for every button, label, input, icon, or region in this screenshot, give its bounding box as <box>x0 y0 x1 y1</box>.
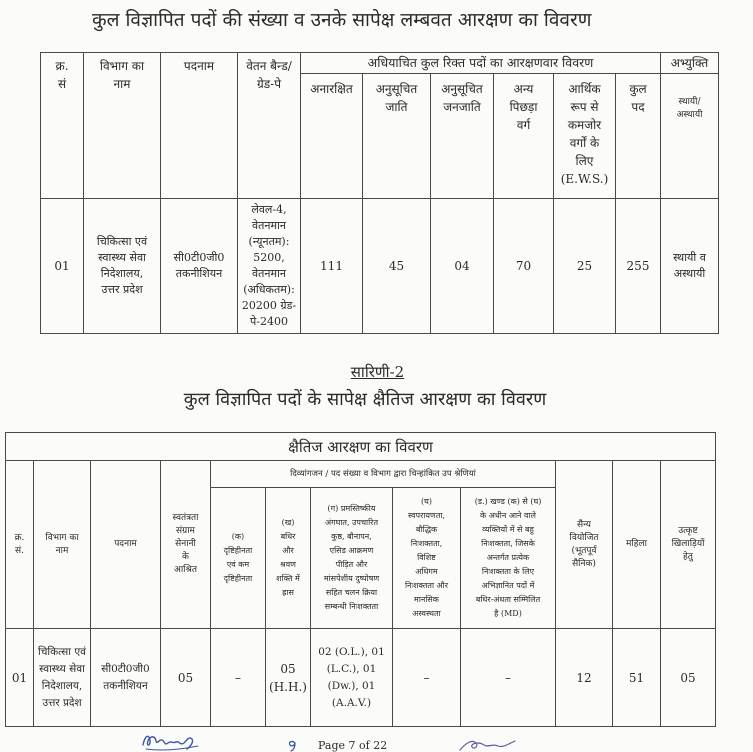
t2-subheader-intellectual: (घ) स्वपरायणता, बौद्धिक निःशक्तता, विशिष्ट अधिगम निःशक्तता और मानसिक अस्वस्थता <box>393 488 460 628</box>
t2-row-blind: – <box>211 629 265 726</box>
page-title: कुल विज्ञापित पदों की संख्या व उनके सापेक्ष लम्बवत आरक्षण का विवरण <box>92 9 592 31</box>
header-serial: क्र. सं <box>41 53 83 198</box>
row-obc: 70 <box>494 199 553 333</box>
t2-header-post: पदनाम <box>91 461 160 628</box>
table2-header: क्षैतिज आरक्षण का विवरण <box>6 433 715 460</box>
t2-subheader-multiple: (ड.) खण्ड (क) से (घ) के अधीन आने वाले व्यक्तियों में से बहु निःशक्तता, जिसके अन्तर्गत प्रत्येक निःशक्तता के लिए अभिज्ञानित पदों में बधिर-अंधता सम्मिलित है (MD) <box>461 488 555 628</box>
row-post: सी0टी0जी0 तकनीशियन <box>161 199 237 333</box>
t2-header-women: महिला <box>613 461 660 628</box>
subheader-obc: अन्य पिछड़ा वर्ग <box>494 74 553 198</box>
initial-mark-icon <box>286 740 300 752</box>
row-st: 04 <box>431 199 493 333</box>
vertical-reservation-table <box>40 52 719 334</box>
page-number: Page 7 of 22 <box>318 739 388 752</box>
t2-row-serial: 01 <box>6 629 33 726</box>
subheader-ews: आर्थिक रूप से कमजोर वर्गों के लिए (E.W.S.) <box>554 74 615 198</box>
t2-row-freedom-fighter: 05 <box>161 629 210 726</box>
row-pay-band: लेवल-4, वेतनमान (न्यूनतम): 5200, वेतनमान (अधिकतम): 20200 ग्रेड- पे-2400 <box>238 199 300 333</box>
t2-row-department: चिकित्सा एवं स्वास्थ्य सेवा निदेशालय, उत्तर प्रदेश <box>34 629 90 726</box>
t2-subheader-blind: (क) दृष्टिहीनता एवं कम दृष्टिहीनता <box>211 488 265 628</box>
header-department: विभाग का नाम <box>84 53 160 198</box>
signature-icon <box>140 731 204 752</box>
header-post: पदनाम <box>161 53 237 198</box>
header-pay-band: वेतन बैन्ड/ ग्रेड-पे <box>238 53 300 198</box>
t2-row-intellectual: – <box>393 629 460 726</box>
t2-row-locomotor: 02 (O.L.), 01 (L.C.), 01 (Dw.), 01 (A.A.V.) <box>311 629 392 726</box>
t2-header-freedom-fighter: स्वतंत्रता संग्राम सेनानी के आश्रित <box>161 461 210 628</box>
table2-caption <box>300 362 455 384</box>
t2-row-women: 51 <box>613 629 660 726</box>
row-serial: 01 <box>41 199 83 333</box>
t2-row-deaf: 05 (H.H.) <box>266 629 310 726</box>
t2-row-multiple: – <box>461 629 555 726</box>
t2-row-post: सी0टी0जी0 तकनीशियन <box>91 629 160 726</box>
t2-header-sportspersons: उत्कृष्ट खिलाड़ियों हेतु <box>661 461 715 628</box>
horizontal-reservation-table <box>5 432 716 727</box>
row-total: 255 <box>616 199 660 333</box>
t2-row-ex-servicemen: 12 <box>556 629 612 726</box>
t2-row-sportspersons: 05 <box>661 629 715 726</box>
t2-subheader-deaf: (ख) बधिर और श्रवण शक्ति में ह्रास <box>266 488 310 628</box>
subheader-total: कुल पद <box>616 74 660 198</box>
stamp-scribble-icon <box>458 737 518 752</box>
row-ews: 25 <box>554 199 615 333</box>
header-reservation-group: अधियाचित कुल रिक्त पदों का आरक्षणवार विवरण <box>301 53 660 73</box>
row-sc: 45 <box>363 199 430 333</box>
row-department: चिकित्सा एवं स्वास्थ्य सेवा निदेशालय, उत्तर प्रदेश <box>84 199 160 333</box>
t2-header-ex-servicemen: सैन्य वियोजित (भूतपूर्व सैनिक) <box>556 461 612 628</box>
subheader-remarks: स्थायी/ अस्थायी <box>661 74 718 198</box>
subheader-st: अनुसूचित जनजाति <box>431 74 493 198</box>
table2-title: कुल विज्ञापित पदों के सापेक्ष क्षैतिज आरक्षण का विवरण <box>183 389 547 410</box>
table2-caption-text: सारिणी-2 <box>350 363 405 381</box>
t2-header-department: विभाग का नाम <box>34 461 90 628</box>
row-unreserved: 111 <box>301 199 362 333</box>
subheader-sc: अनुसूचित जाति <box>363 74 430 198</box>
subheader-unreserved: अनारक्षित <box>301 74 362 198</box>
row-remarks: स्थायी व अस्थायी <box>661 199 718 333</box>
t2-subheader-locomotor: (ग) प्रमस्तिष्कीय अंगघात, उपचारित कुष्ठ, बौनापन, एसिड आक्रमण पीड़ित और मांसपेशीय दुष्पोषण सहित चलन क्रिया सम्बन्धी निःशक्तता <box>311 488 392 628</box>
header-remarks: अभ्युक्ति <box>661 53 718 73</box>
t2-header-serial: क्र. सं. <box>6 461 33 628</box>
t2-header-divyang-group: दिव्यांगजन / पद संख्या व विभाग द्वारा चिन्हांकित उप श्रेणियां <box>211 461 555 487</box>
